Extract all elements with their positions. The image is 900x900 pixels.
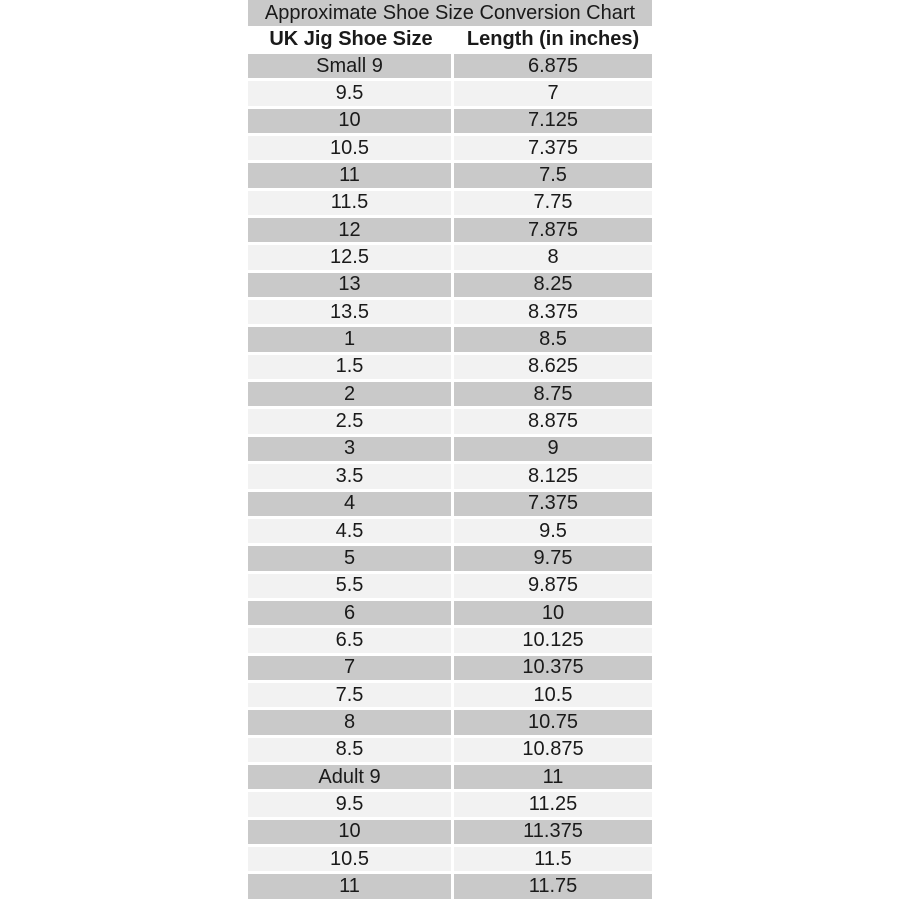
uk-size-cell: 12.5 bbox=[248, 245, 454, 272]
table-row bbox=[248, 656, 652, 683]
length-cell: 9 bbox=[454, 437, 652, 464]
size-conversion-table bbox=[248, 0, 652, 900]
length-cell: 8 bbox=[454, 245, 652, 272]
length-cell: 7.75 bbox=[454, 191, 652, 218]
table-row bbox=[248, 464, 652, 491]
length-cell: 11.375 bbox=[454, 820, 652, 847]
table-row bbox=[248, 300, 652, 327]
table-row bbox=[248, 109, 652, 136]
table-row bbox=[248, 163, 652, 190]
table-row bbox=[248, 738, 652, 765]
length-cell: 9.5 bbox=[454, 519, 652, 546]
table-row bbox=[248, 409, 652, 436]
uk-size-cell: 13.5 bbox=[248, 300, 454, 327]
length-cell: 11.5 bbox=[454, 847, 652, 874]
length-cell: 11.75 bbox=[454, 874, 652, 900]
length-cell: 9.875 bbox=[454, 574, 652, 601]
length-cell: 10.125 bbox=[454, 628, 652, 655]
table-row bbox=[248, 683, 652, 710]
table-row bbox=[248, 218, 652, 245]
table-row bbox=[248, 327, 652, 354]
length-cell: 7 bbox=[454, 81, 652, 108]
table-row bbox=[248, 847, 652, 874]
length-cell: 8.875 bbox=[454, 409, 652, 436]
table-body bbox=[248, 54, 652, 900]
uk-size-cell: 6 bbox=[248, 601, 454, 628]
table-row bbox=[248, 820, 652, 847]
uk-size-cell: 4.5 bbox=[248, 519, 454, 546]
table-row bbox=[248, 601, 652, 628]
table-row bbox=[248, 437, 652, 464]
uk-size-cell: 10 bbox=[248, 820, 454, 847]
uk-size-cell: 9.5 bbox=[248, 81, 454, 108]
length-cell: 10 bbox=[454, 601, 652, 628]
table-row bbox=[248, 245, 652, 272]
length-cell: 8.25 bbox=[454, 273, 652, 300]
length-cell: 8.625 bbox=[454, 355, 652, 382]
uk-size-cell: 8.5 bbox=[248, 738, 454, 765]
table-row bbox=[248, 382, 652, 409]
length-cell: 7.5 bbox=[454, 163, 652, 190]
uk-size-cell: 5 bbox=[248, 546, 454, 573]
column-header-length: Length (in inches) bbox=[466, 28, 640, 50]
table-row bbox=[248, 628, 652, 655]
length-cell: 10.75 bbox=[454, 710, 652, 737]
table-row bbox=[248, 492, 652, 519]
length-cell: 6.875 bbox=[454, 54, 652, 81]
uk-size-cell: 12 bbox=[248, 218, 454, 245]
uk-size-cell: 10 bbox=[248, 109, 454, 136]
length-cell: 11.25 bbox=[454, 792, 652, 819]
uk-size-cell: 7 bbox=[248, 656, 454, 683]
length-cell: 8.75 bbox=[454, 382, 652, 409]
length-cell: 8.375 bbox=[454, 300, 652, 327]
table-row bbox=[248, 874, 652, 900]
table-row bbox=[248, 792, 652, 819]
uk-size-cell: Adult 9 bbox=[248, 765, 454, 792]
length-cell: 7.875 bbox=[454, 218, 652, 245]
uk-size-cell: 1.5 bbox=[248, 355, 454, 382]
table-title: Approximate Shoe Size Conversion Chart bbox=[248, 0, 652, 26]
length-cell: 10.375 bbox=[454, 656, 652, 683]
table-row bbox=[248, 519, 652, 546]
table-row bbox=[248, 136, 652, 163]
uk-size-cell: 10.5 bbox=[248, 136, 454, 163]
uk-size-cell: 11 bbox=[248, 874, 454, 900]
table-row bbox=[248, 191, 652, 218]
table-row bbox=[248, 355, 652, 382]
uk-size-cell: 4 bbox=[248, 492, 454, 519]
uk-size-cell: 10.5 bbox=[248, 847, 454, 874]
uk-size-cell: 7.5 bbox=[248, 683, 454, 710]
length-cell: 11 bbox=[454, 765, 652, 792]
uk-size-cell: 3 bbox=[248, 437, 454, 464]
table-row bbox=[248, 765, 652, 792]
table-row bbox=[248, 710, 652, 737]
uk-size-cell: 2 bbox=[248, 382, 454, 409]
length-cell: 7.375 bbox=[454, 492, 652, 519]
length-cell: 10.5 bbox=[454, 683, 652, 710]
uk-size-cell: 8 bbox=[248, 710, 454, 737]
uk-size-cell: 3.5 bbox=[248, 464, 454, 491]
length-cell: 10.875 bbox=[454, 738, 652, 765]
length-cell: 7.375 bbox=[454, 136, 652, 163]
table-row bbox=[248, 54, 652, 81]
uk-size-cell: 5.5 bbox=[248, 574, 454, 601]
table-row bbox=[248, 81, 652, 108]
uk-size-cell: 11 bbox=[248, 163, 454, 190]
length-cell: 8.125 bbox=[454, 464, 652, 491]
table-row bbox=[248, 273, 652, 300]
column-header-uk-size: UK Jig Shoe Size bbox=[269, 28, 433, 50]
length-cell: 7.125 bbox=[454, 109, 652, 136]
uk-size-cell: 13 bbox=[248, 273, 454, 300]
uk-size-cell: 1 bbox=[248, 327, 454, 354]
uk-size-cell: 11.5 bbox=[248, 191, 454, 218]
length-cell: 8.5 bbox=[454, 327, 652, 354]
table-header-row bbox=[248, 26, 652, 53]
uk-size-cell: 6.5 bbox=[248, 628, 454, 655]
table-row bbox=[248, 546, 652, 573]
uk-size-cell: 9.5 bbox=[248, 792, 454, 819]
uk-size-cell: Small 9 bbox=[248, 54, 454, 81]
table-row bbox=[248, 574, 652, 601]
length-cell: 9.75 bbox=[454, 546, 652, 573]
uk-size-cell: 2.5 bbox=[248, 409, 454, 436]
